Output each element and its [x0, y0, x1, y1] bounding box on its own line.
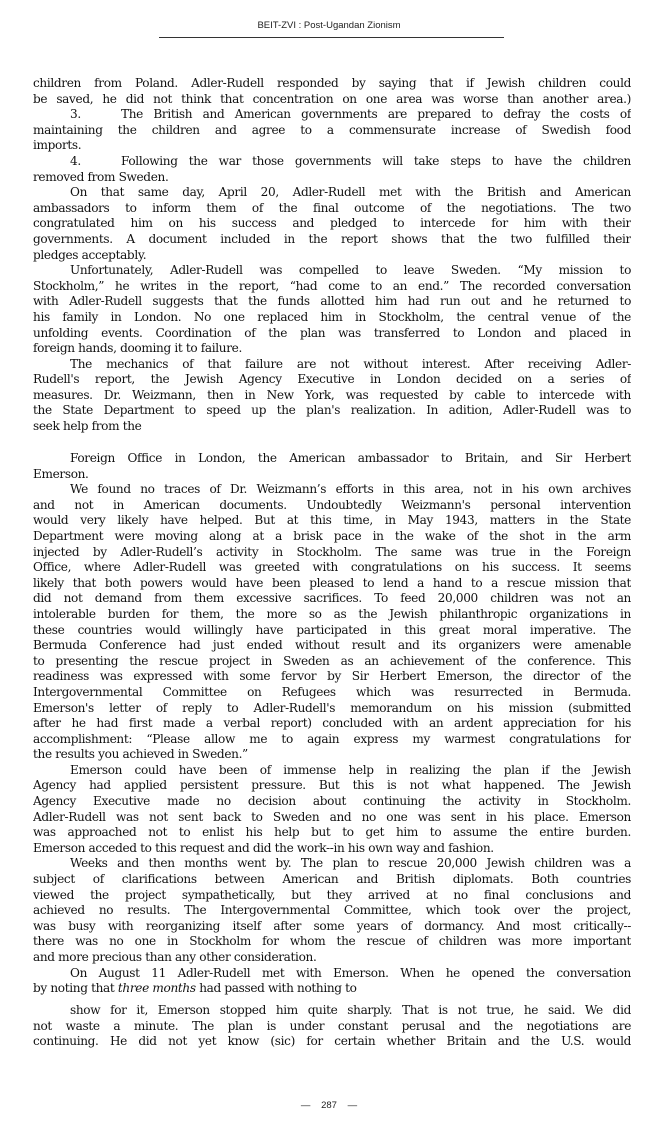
line-text: Stockholm,” he writes in the report, “had come to an end.” The recorded conversation	[33, 278, 631, 293]
line-text: Unfortunately, Adler-Rudell was compelled to leave Sweden. “My mission to	[70, 263, 631, 278]
text-line	[33, 701, 631, 717]
text-line	[33, 138, 631, 154]
footer-dash-left: —	[300, 1100, 311, 1111]
line-text: Department were moving along at a brisk pace in the wake of the shot in the arm	[33, 528, 631, 543]
text-line	[33, 685, 631, 701]
text-line	[33, 232, 631, 248]
text-line	[33, 451, 631, 467]
text-line	[33, 654, 631, 670]
line-text: On August 11 Adler-Rudell met with Emerson. When he opened the conversation	[70, 965, 631, 980]
line-text: these countries would willingly have participated in this great moral imperative. The	[33, 622, 631, 637]
line-text: likely that both powers would have been pleased to lend a hand to a rescue mission that	[33, 575, 631, 590]
text-line	[33, 107, 631, 123]
text-line	[33, 310, 631, 326]
text-block-1	[33, 76, 631, 435]
text-line	[33, 372, 631, 388]
line-text: Bermuda Conference had just ended without result and its organizers were amenable	[33, 638, 631, 653]
line-text: congratulated him on his success and pledged to intercede for him with their	[33, 216, 631, 231]
text-line	[33, 747, 631, 763]
text-line	[33, 388, 631, 404]
text-line	[33, 92, 631, 108]
line-text: and more precious than any other consideration.	[33, 950, 317, 964]
text-line	[33, 279, 631, 295]
text-line	[33, 607, 631, 623]
text-line	[33, 856, 631, 872]
line-text: foreign hands, dooming it to failure.	[33, 341, 242, 356]
line-text: the results you achieved in Sweden.”	[33, 747, 248, 762]
line-text: viewed the project sympathetically, but they arrived at no final conclusions and	[33, 887, 631, 902]
line-text: there was no one in Stockholm for whom the rescue of children was more important	[33, 934, 631, 949]
line-text: accomplishment: “Please allow me to again express my warmest congratulations for	[33, 731, 631, 746]
page-footer	[0, 1100, 658, 1111]
footer-dash-right: —	[347, 1100, 358, 1111]
line-text: was approached not to enlist his help but to get him to assume the entire burden.	[33, 825, 631, 840]
line-text: achieved no results. The Intergovernmental Committee, which took over the project,	[33, 903, 631, 918]
text-line	[33, 357, 631, 373]
text-line	[33, 716, 631, 732]
text-line	[33, 919, 631, 935]
line-text: Foreign Office in London, the American ambassador to Britain, and Sir Herbert	[70, 451, 631, 465]
line-text: Rudell's report, the Jewish Agency Executive in London decided on a series of	[33, 372, 631, 387]
line-text: intolerable burden for them, the more so as the Jewish philanthropic organizations in	[33, 606, 631, 621]
line-text: would very likely have helped. But at this time, in May 1943, matters in the State	[33, 513, 631, 528]
text-line	[33, 669, 631, 685]
text-line	[33, 778, 631, 794]
line-text: unfolding events. Coordination of the plan was transferred to London and placed in	[33, 325, 631, 340]
line-text: by noting that	[33, 981, 118, 996]
text-line	[33, 560, 631, 576]
text-line	[33, 185, 631, 201]
line-text: with Adler-Rudell suggests that the funds allotted him had run out and he returned to	[33, 294, 631, 309]
list-number: 3.	[70, 107, 81, 122]
line-text: was busy with reorganizing itself after some years of dormancy. And most critically--	[33, 918, 631, 933]
line-text: Intergovernmental Committee on Refugees which was resurrected in Bermuda.	[33, 684, 631, 699]
line-text: We found no traces of Dr. Weizmann’s efforts in this area, not in his own archives	[70, 482, 631, 497]
header-rule	[159, 37, 504, 38]
line-text: seek help from the	[33, 419, 142, 434]
text-line	[33, 810, 631, 826]
text-line	[33, 545, 631, 561]
text-line	[33, 529, 631, 545]
line-text: Emerson could have been of immense help in realizing the plan if the Jewish	[70, 762, 631, 777]
emphasized-text: three months	[117, 981, 196, 996]
text-line	[33, 794, 631, 810]
line-text: pledges acceptably.	[33, 247, 147, 262]
text-line	[33, 341, 631, 357]
line-text: measures. Dr. Weizmann, then in New York, was requested by cable to intercede with	[33, 387, 631, 402]
line-text: had passed with nothing to	[195, 981, 357, 996]
line-text: to presenting the rescue project in Sweden as an achievement of the conference. This	[33, 653, 631, 668]
line-text: the State Department to speed up the plan's realization. In adition, Adler-Rudell was to	[33, 403, 631, 418]
line-text: show for it, Emerson stopped him quite sharply. That is not true, he said. We did	[70, 1003, 631, 1017]
line-text: The mechanics of that failure are not without interest. After receiving Adler-	[70, 356, 631, 371]
text-line	[33, 763, 631, 779]
text-line	[33, 872, 631, 888]
text-line	[33, 467, 631, 483]
text-line	[33, 576, 631, 592]
text-line	[33, 326, 631, 342]
text-line	[33, 1034, 631, 1050]
running-header	[0, 20, 658, 31]
text-line	[33, 170, 631, 186]
line-text: ambassadors to inform them of the final outcome of the negotiations. The two	[33, 200, 631, 215]
line-text: children from Poland. Adler-Rudell responded by saying that if Jewish children could	[33, 76, 631, 90]
text-line	[33, 154, 631, 170]
line-text: not waste a minute. The plan is under constant perusal and the negotiations are	[33, 1018, 631, 1033]
text-line	[33, 841, 631, 857]
text-line	[33, 825, 631, 841]
line-text: after he had first made a verbal report) concluded with an ardent appreciation for his	[33, 716, 631, 731]
text-line	[33, 903, 631, 919]
text-line	[33, 950, 631, 966]
page-number: 287	[321, 1100, 337, 1111]
text-line	[33, 888, 631, 904]
line-text: Weeks and then months went by. The plan to rescue 20,000 Jewish children was a	[70, 856, 631, 871]
text-line	[33, 216, 631, 232]
running-title: BEIT-ZVI : Post-Ugandan Zionism	[257, 20, 401, 31]
line-text: governments. A document included in the report shows that the two fulfilled their	[33, 231, 631, 246]
text-line	[33, 513, 631, 529]
line-text: did not demand from them excessive sacrifices. To feed 20,000 children was not an	[33, 591, 631, 606]
text-line	[33, 263, 631, 279]
text-line	[33, 498, 631, 514]
line-text: Agency Executive made no decision about continuing the activity in Stockholm.	[33, 794, 631, 809]
line-text: subject of clarifications between American and British diplomats. Both countries	[33, 872, 631, 887]
text-line	[33, 591, 631, 607]
line-text: Adler-Rudell was not sent back to Sweden and no one was sent in his place. Emerson	[33, 809, 631, 824]
text-block-2	[33, 451, 631, 997]
text-line	[33, 981, 631, 997]
text-line	[33, 76, 631, 92]
line-text: Emerson.	[33, 466, 89, 481]
text-line	[33, 1003, 631, 1019]
text-line	[33, 403, 631, 419]
line-text: The British and American governments are prepared to defray the costs of	[121, 107, 631, 122]
list-number: 4.	[70, 153, 81, 168]
text-line	[33, 482, 631, 498]
text-line	[33, 732, 631, 748]
line-text: Agency had applied persistent pressure. But this is not what happened. The Jewish	[33, 778, 631, 793]
text-line	[33, 638, 631, 654]
text-line	[33, 419, 631, 435]
text-line	[33, 966, 631, 982]
text-line	[33, 934, 631, 950]
line-text: be saved, he did not think that concentration on one area was worse than another area.)	[33, 91, 631, 106]
text-block-3	[33, 1003, 631, 1050]
line-text: Following the war those governments will take steps to have the children	[121, 153, 631, 168]
line-text: maintaining the children and agree to a commensurate increase of Swedish food	[33, 122, 631, 137]
line-text: and not in American documents. Undoubtedly Weizmann's personal intervention	[33, 497, 631, 512]
text-line	[33, 294, 631, 310]
line-text: continuing. He did not yet know (sic) for certain whether Britain and the U.S. would	[33, 1034, 631, 1049]
line-text: Office, where Adler-Rudell was greeted with congratulations on his success. It seems	[33, 560, 631, 575]
line-text: Emerson acceded to this request and did the work--in his own way and fashion.	[33, 840, 494, 855]
line-text: Emerson's letter of reply to Adler-Rudell's memorandum on his mission (submitted	[33, 700, 631, 715]
text-line	[33, 1019, 631, 1035]
text-line	[33, 201, 631, 217]
text-line	[33, 623, 631, 639]
text-line	[33, 123, 631, 139]
line-text: injected by Adler-Rudell’s activity in Stockholm. The same was true in the Foreign	[33, 544, 631, 559]
text-line	[33, 248, 631, 264]
line-text: On that same day, April 20, Adler-Rudell met with the British and American	[70, 185, 631, 200]
line-text: readiness was expressed with some fervor by Sir Herbert Emerson, the director of the	[33, 669, 631, 684]
line-text: imports.	[33, 138, 82, 153]
line-text: his family in London. No one replaced him in Stockholm, the central venue of the	[33, 309, 631, 324]
line-text: removed from Sweden.	[33, 169, 169, 184]
